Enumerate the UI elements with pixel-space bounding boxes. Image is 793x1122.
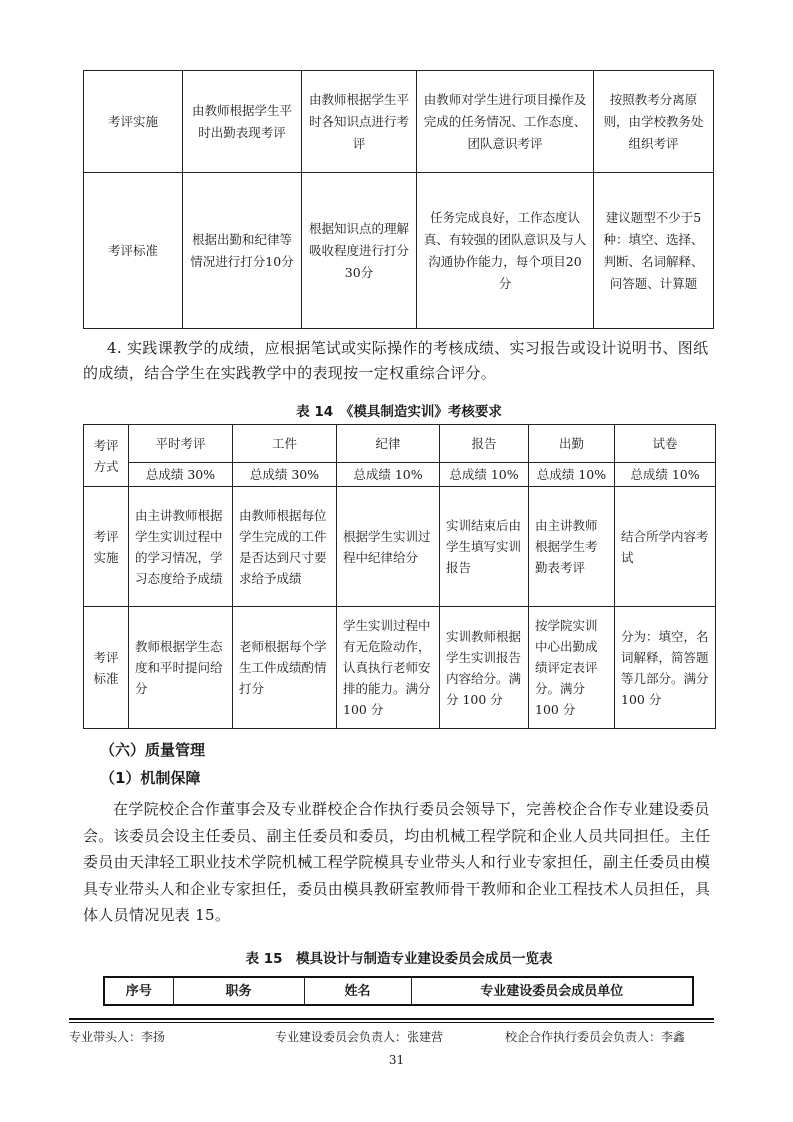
row-label: 考评标准 [84, 173, 183, 329]
practice-grading-paragraph: 4. 实践课教学的成绩，应根据笔试或实际操作的考核成绩、实习报告或设计说明书、图纸的成绩，结合学生在实践教学中的表现按一定权重综合评分。 [83, 339, 709, 382]
column-header: 职务 [173, 977, 304, 1005]
weight-cell: 总成绩 10% [529, 463, 615, 487]
row-label: 考评实施 [84, 71, 183, 173]
column-header: 报告 [440, 425, 529, 463]
table-cell: 由教师根据学生平时出勤表现考评 [183, 71, 302, 173]
table-cell: 按照教考分离原则，由学校教务处组织考评 [594, 71, 714, 173]
weight-cell: 总成绩 30% [233, 463, 337, 487]
subsection-heading: （1）机制保障 [100, 769, 201, 787]
column-header: 序号 [104, 977, 173, 1005]
table-header-row [84, 425, 716, 463]
column-header: 纪律 [337, 425, 440, 463]
weights-row [84, 463, 716, 487]
committee-members-table [103, 976, 694, 1006]
column-header: 平时考评 [129, 425, 233, 463]
table-cell: 结合所学内容考试 [615, 487, 716, 607]
footer-executive-lead: 校企合作执行委员会负责人：李鑫 [505, 1030, 686, 1044]
assessment-table-continued [83, 70, 714, 329]
table-cell: 任务完成良好，工作态度认真、有较强的团队意识及与人沟通协作能力，每个项目20分 [417, 173, 594, 329]
table-cell: 按学院实训中心出勤成绩评定表评分。满分 100 分 [529, 607, 615, 729]
column-header: 试卷 [615, 425, 716, 463]
table-cell: 实训结束后由学生填写实训报告 [440, 487, 529, 607]
footer-program-lead: 专业带头人：李扬 [69, 1030, 166, 1044]
table-cell: 由教师根据学生平时各知识点进行考评 [302, 71, 417, 173]
mechanism-paragraph: 在学院校企合作董事会及专业群校企合作执行委员会领导下，完善校企合作专业建设委员会。该委员会设主任委员、副主任委员和委员，均由机械工程学院和企业人员共同担任。主任委员由天津轻工职业技术学院机械工程学院模具专业带头人和行业专家担任，副主任委员由模具专业带头人和企业专家担任，委员由模具教研室教师骨干教师和企业工程技术人员担任，具体人员情况见表 15。 [83, 800, 711, 924]
section-heading: （六）质量管理 [100, 741, 206, 759]
table-cell: 建议题型不少于5种：填空、选择、判断、名词解释、问答题、计算题 [594, 173, 714, 329]
weight-cell: 总成绩 10% [337, 463, 440, 487]
table-cell: 由主讲教师根据学生实训过程中的学习情况，学习态度给予成绩 [129, 487, 233, 607]
table-header-row [104, 977, 693, 1005]
page-number: 31 [388, 1053, 405, 1067]
table-cell: 老师根据每个学生工件成绩酌情打分 [233, 607, 337, 729]
table-row [84, 607, 716, 729]
row-label: 考评实施 [84, 487, 129, 607]
row-label: 考评标准 [84, 607, 129, 729]
table-14-caption: 表 14 《模具制造实训》考核要求 [296, 404, 502, 420]
table-row [84, 173, 714, 329]
mold-training-assessment-table [83, 424, 716, 729]
table-15-caption: 表 15 模具设计与制造专业建设委员会成员一览表 [245, 951, 553, 967]
weight-cell: 总成绩 30% [129, 463, 233, 487]
column-header: 工件 [233, 425, 337, 463]
table-cell: 根据出勤和纪律等情况进行打分10分 [183, 173, 302, 329]
table-cell: 根据知识点的理解吸收程度进行打分30分 [302, 173, 417, 329]
column-header: 姓名 [304, 977, 411, 1005]
footer-rule-thin [69, 1022, 714, 1023]
footer-committee-lead: 专业建设委员会负责人：张建营 [275, 1030, 444, 1044]
table-cell: 由教师根据每位学生完成的工件是否达到尺寸要求给予成绩 [233, 487, 337, 607]
weight-cell: 总成绩 10% [615, 463, 716, 487]
column-header: 出勤 [529, 425, 615, 463]
table-cell: 教师根据学生态度和平时提问给分 [129, 607, 233, 729]
table-row [84, 487, 716, 607]
table-cell: 由主讲教师根据学生考勤表考评 [529, 487, 615, 607]
table-cell: 学生实训过程中有无危险动作，认真执行老师安排的能力。满分 100 分 [337, 607, 440, 729]
footer-rule-thick [69, 1018, 714, 1020]
weight-cell: 总成绩 10% [440, 463, 529, 487]
table-row [84, 71, 714, 173]
column-header: 专业建设委员会成员单位 [411, 977, 693, 1005]
table-cell: 分为：填空，名词解释，简答题等几部分。满分 100 分 [615, 607, 716, 729]
table-cell: 根据学生实训过程中纪律给分 [337, 487, 440, 607]
table-cell: 由教师对学生进行项目操作及完成的任务情况、工作态度、团队意识考评 [417, 71, 594, 173]
table-cell: 实训教师根据学生实训报告内容给分。满分 100 分 [440, 607, 529, 729]
method-label: 考评方式 [84, 425, 129, 487]
